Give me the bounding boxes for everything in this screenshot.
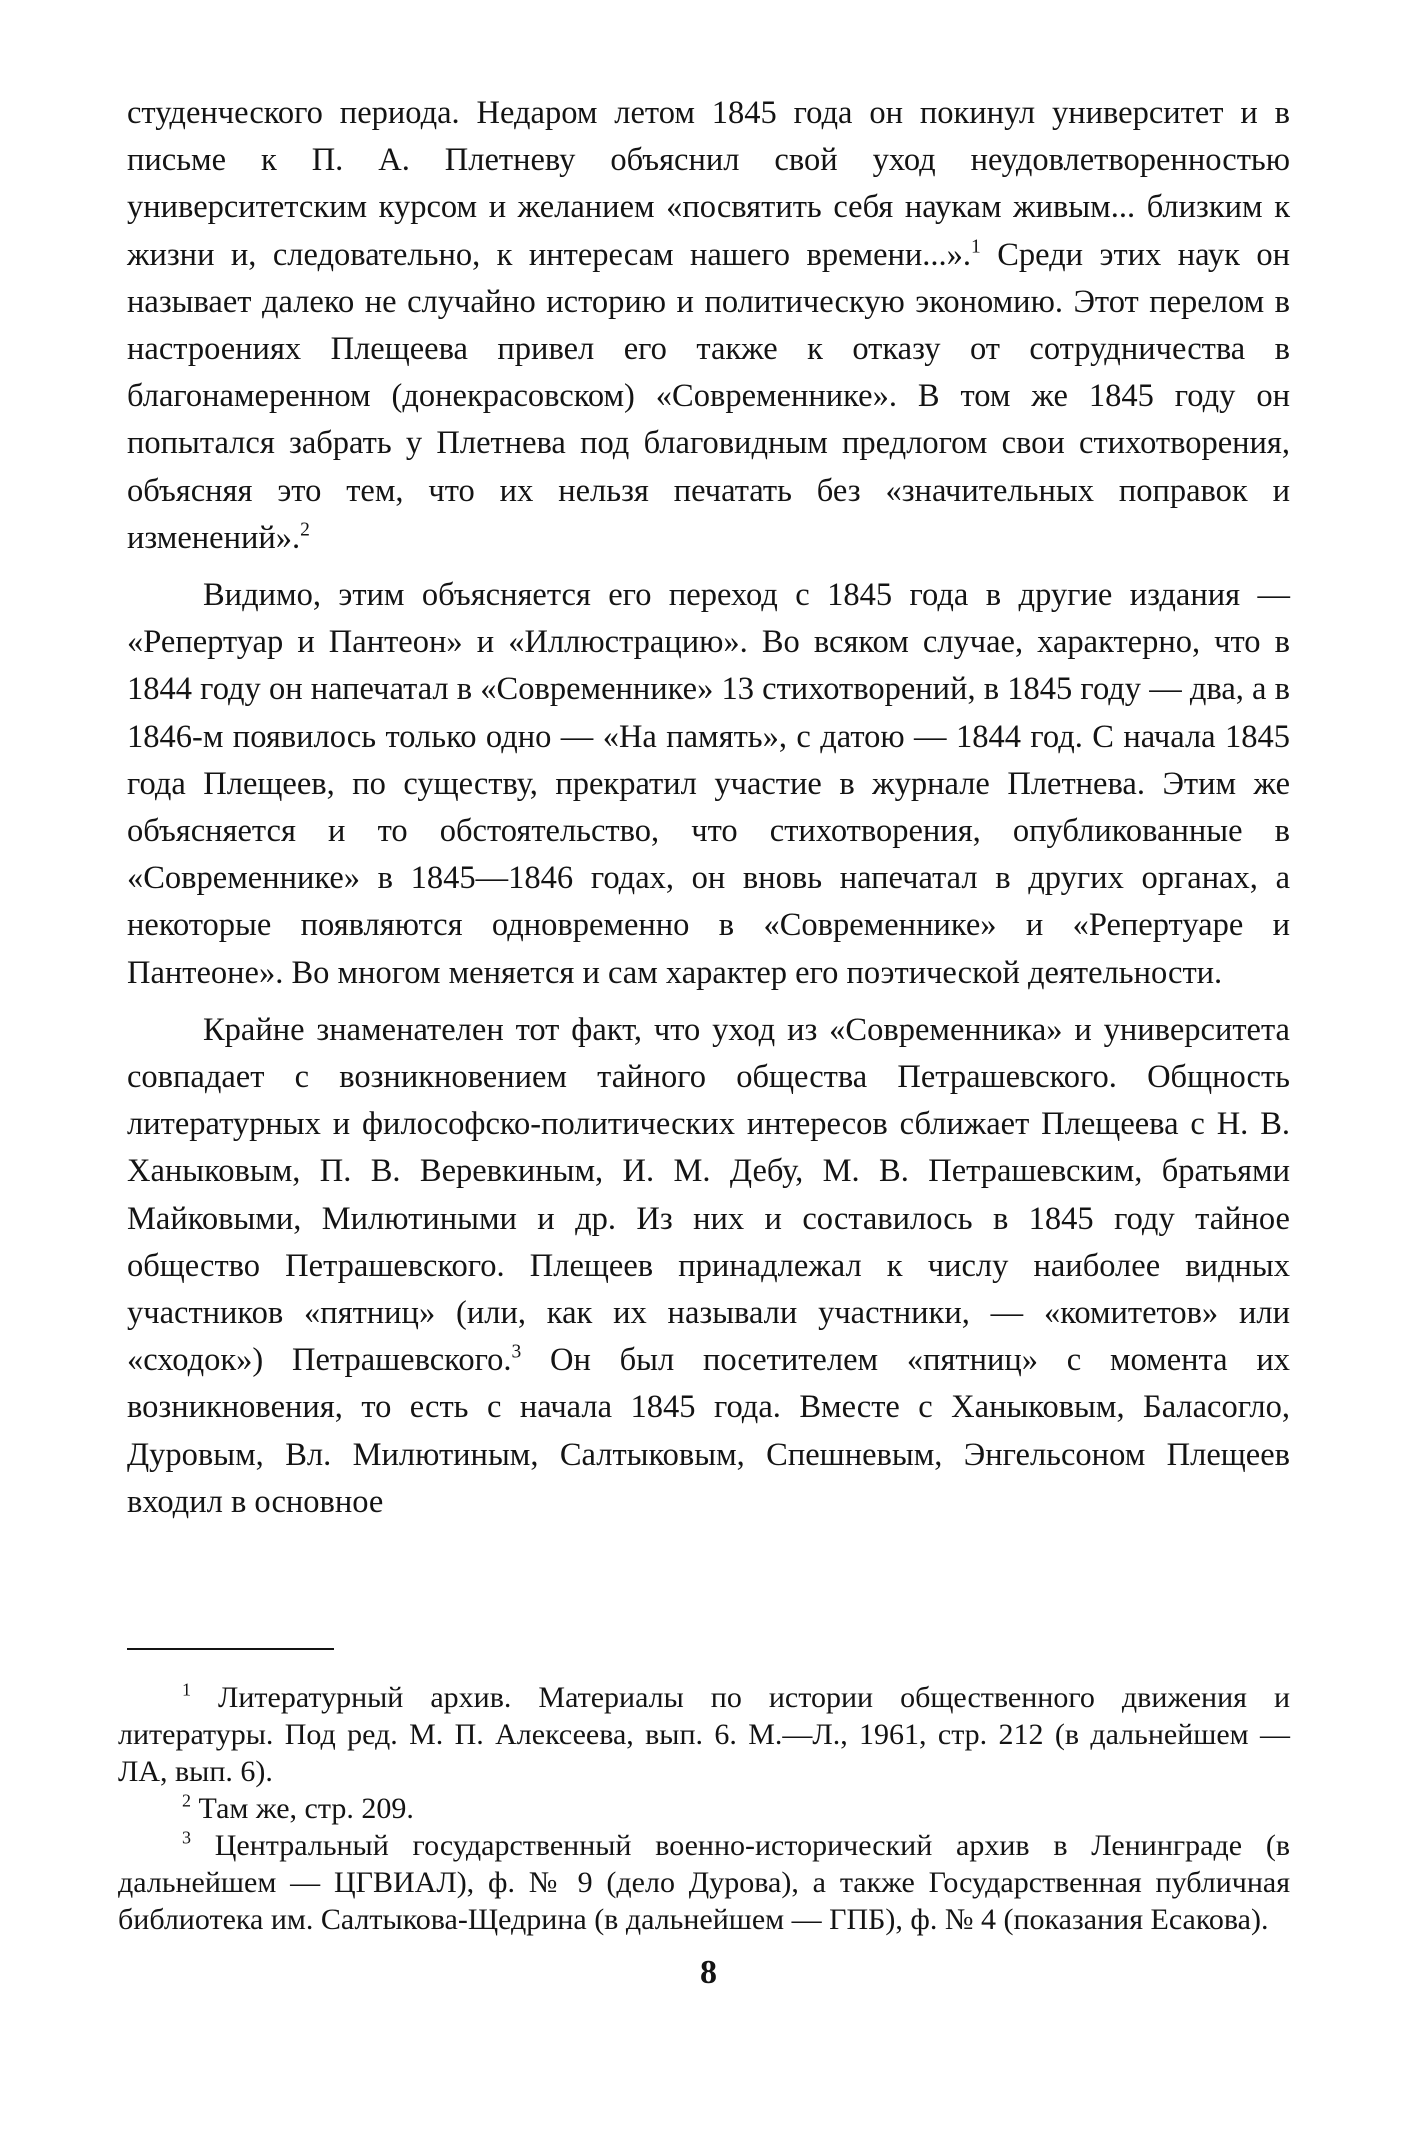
footnote-number: 3	[182, 1827, 191, 1848]
footnote-number: 2	[182, 1790, 191, 1811]
main-text	[127, 90, 1290, 1526]
page-number: 8	[700, 1954, 717, 1991]
paragraph	[127, 90, 1290, 562]
footnote-text: Литературный архив. Материалы по истории общественного движения и литературы. Под ред. М. П. Алексеева, вып. 6. М.—Л., 1961, стр. 212 (в дальнейшем — ЛА, вып. 6).	[118, 1681, 1290, 1788]
text-run: Он был посетителем «пятниц» с момента их возникновения, то есть с начала 1845 года. Вместе с Ханыковым, Баласогло, Дуровым, Вл. Милютиным, Салтыковым, Спешневым, Энгельсоном Плещеев входил в основное	[127, 1342, 1290, 1520]
footnote-ref: 2	[300, 519, 310, 541]
footnote-number: 1	[182, 1679, 191, 1700]
footnotes	[118, 1679, 1290, 1938]
footnote-ref: 1	[971, 235, 981, 257]
footnote-ref: 3	[511, 1341, 522, 1363]
text-run: студенческого периода. Недаром летом 1845 года он покинул университет и в письме к П. А. Плетневу объяснил свой уход неудовлетворенностью университетским курсом и желанием «посвятить себя наукам живым... близким к жизни и, следовательно, к интересам нашего времени...».	[127, 95, 1290, 273]
footnote	[118, 1827, 1290, 1938]
footnote	[118, 1790, 1290, 1827]
footnote-separator	[127, 1648, 334, 1650]
footnote-text: Центральный государственный военно-исторический архив в Ленинграде (в дальнейшем — ЦГВИАЛ), ф. № 9 (дело Дурова), а также Государственная публичная библиотека им. Салтыкова-Щедрина (в дальнейшем — ГПБ), ф. № 4 (показания Есакова).	[118, 1829, 1290, 1936]
text-run: Видимо, этим объясняется его переход с 1845 года в другие издания — «Репертуар и Пантеон» и «Иллюстрацию». Во всяком случае, характерно, что в 1844 году он напечатал в «Современнике» 13 стихотворений, в 1845 году — два, а в 1846-м появилось только одно — «На память», с датою — 1844 год. С начала 1845 года Плещеев, по существу, прекратил участие в журнале Плетнева. Этим же объясняется и то обстоятельство, что стихотворения, опубликованные в «Современнике» в 1845—1846 годах, он вновь напечатал в других органах, а некоторые появляются одновременно в «Современнике» и «Репертуаре и Пантеоне». Во многом меняется и сам характер его поэтической деятельности.	[127, 577, 1290, 991]
text-run: Крайне знаменателен тот факт, что уход из «Современника» и университета совпадает с возникновением тайного общества Петрашевского. Общность литературных и философско-политических интересов сближает Плещеева с Н. В. Ханыковым, П. В. Веревкиным, И. М. Дебу, М. В. Петрашевским, братьями Майковыми, Милютиными и др. Из них и составилось в 1845 году тайное общество Петрашевского. Плещеев принадлежал к числу наиболее видных участников «пятниц» (или, как их называли участники, — «комитетов» или «сходок») Петрашевского.	[127, 1011, 1290, 1379]
paragraph	[127, 1007, 1290, 1526]
paragraph	[127, 572, 1290, 997]
text-run: Среди этих наук он называет далеко не случайно историю и политическую экономию. Этот перелом в настроениях Плещеева привел его также к отказу от сотрудничества в благонамеренном (донекрасовском) «Современнике». В том же 1845 году он попытался забрать у Плетнева под благовидным предлогом свои стихотворения, объясняя это тем, что их нельзя печатать без «значительных поправок и изменений».	[127, 236, 1291, 556]
footnote-text: Там же, стр. 209.	[191, 1792, 414, 1825]
footnote	[118, 1679, 1290, 1790]
